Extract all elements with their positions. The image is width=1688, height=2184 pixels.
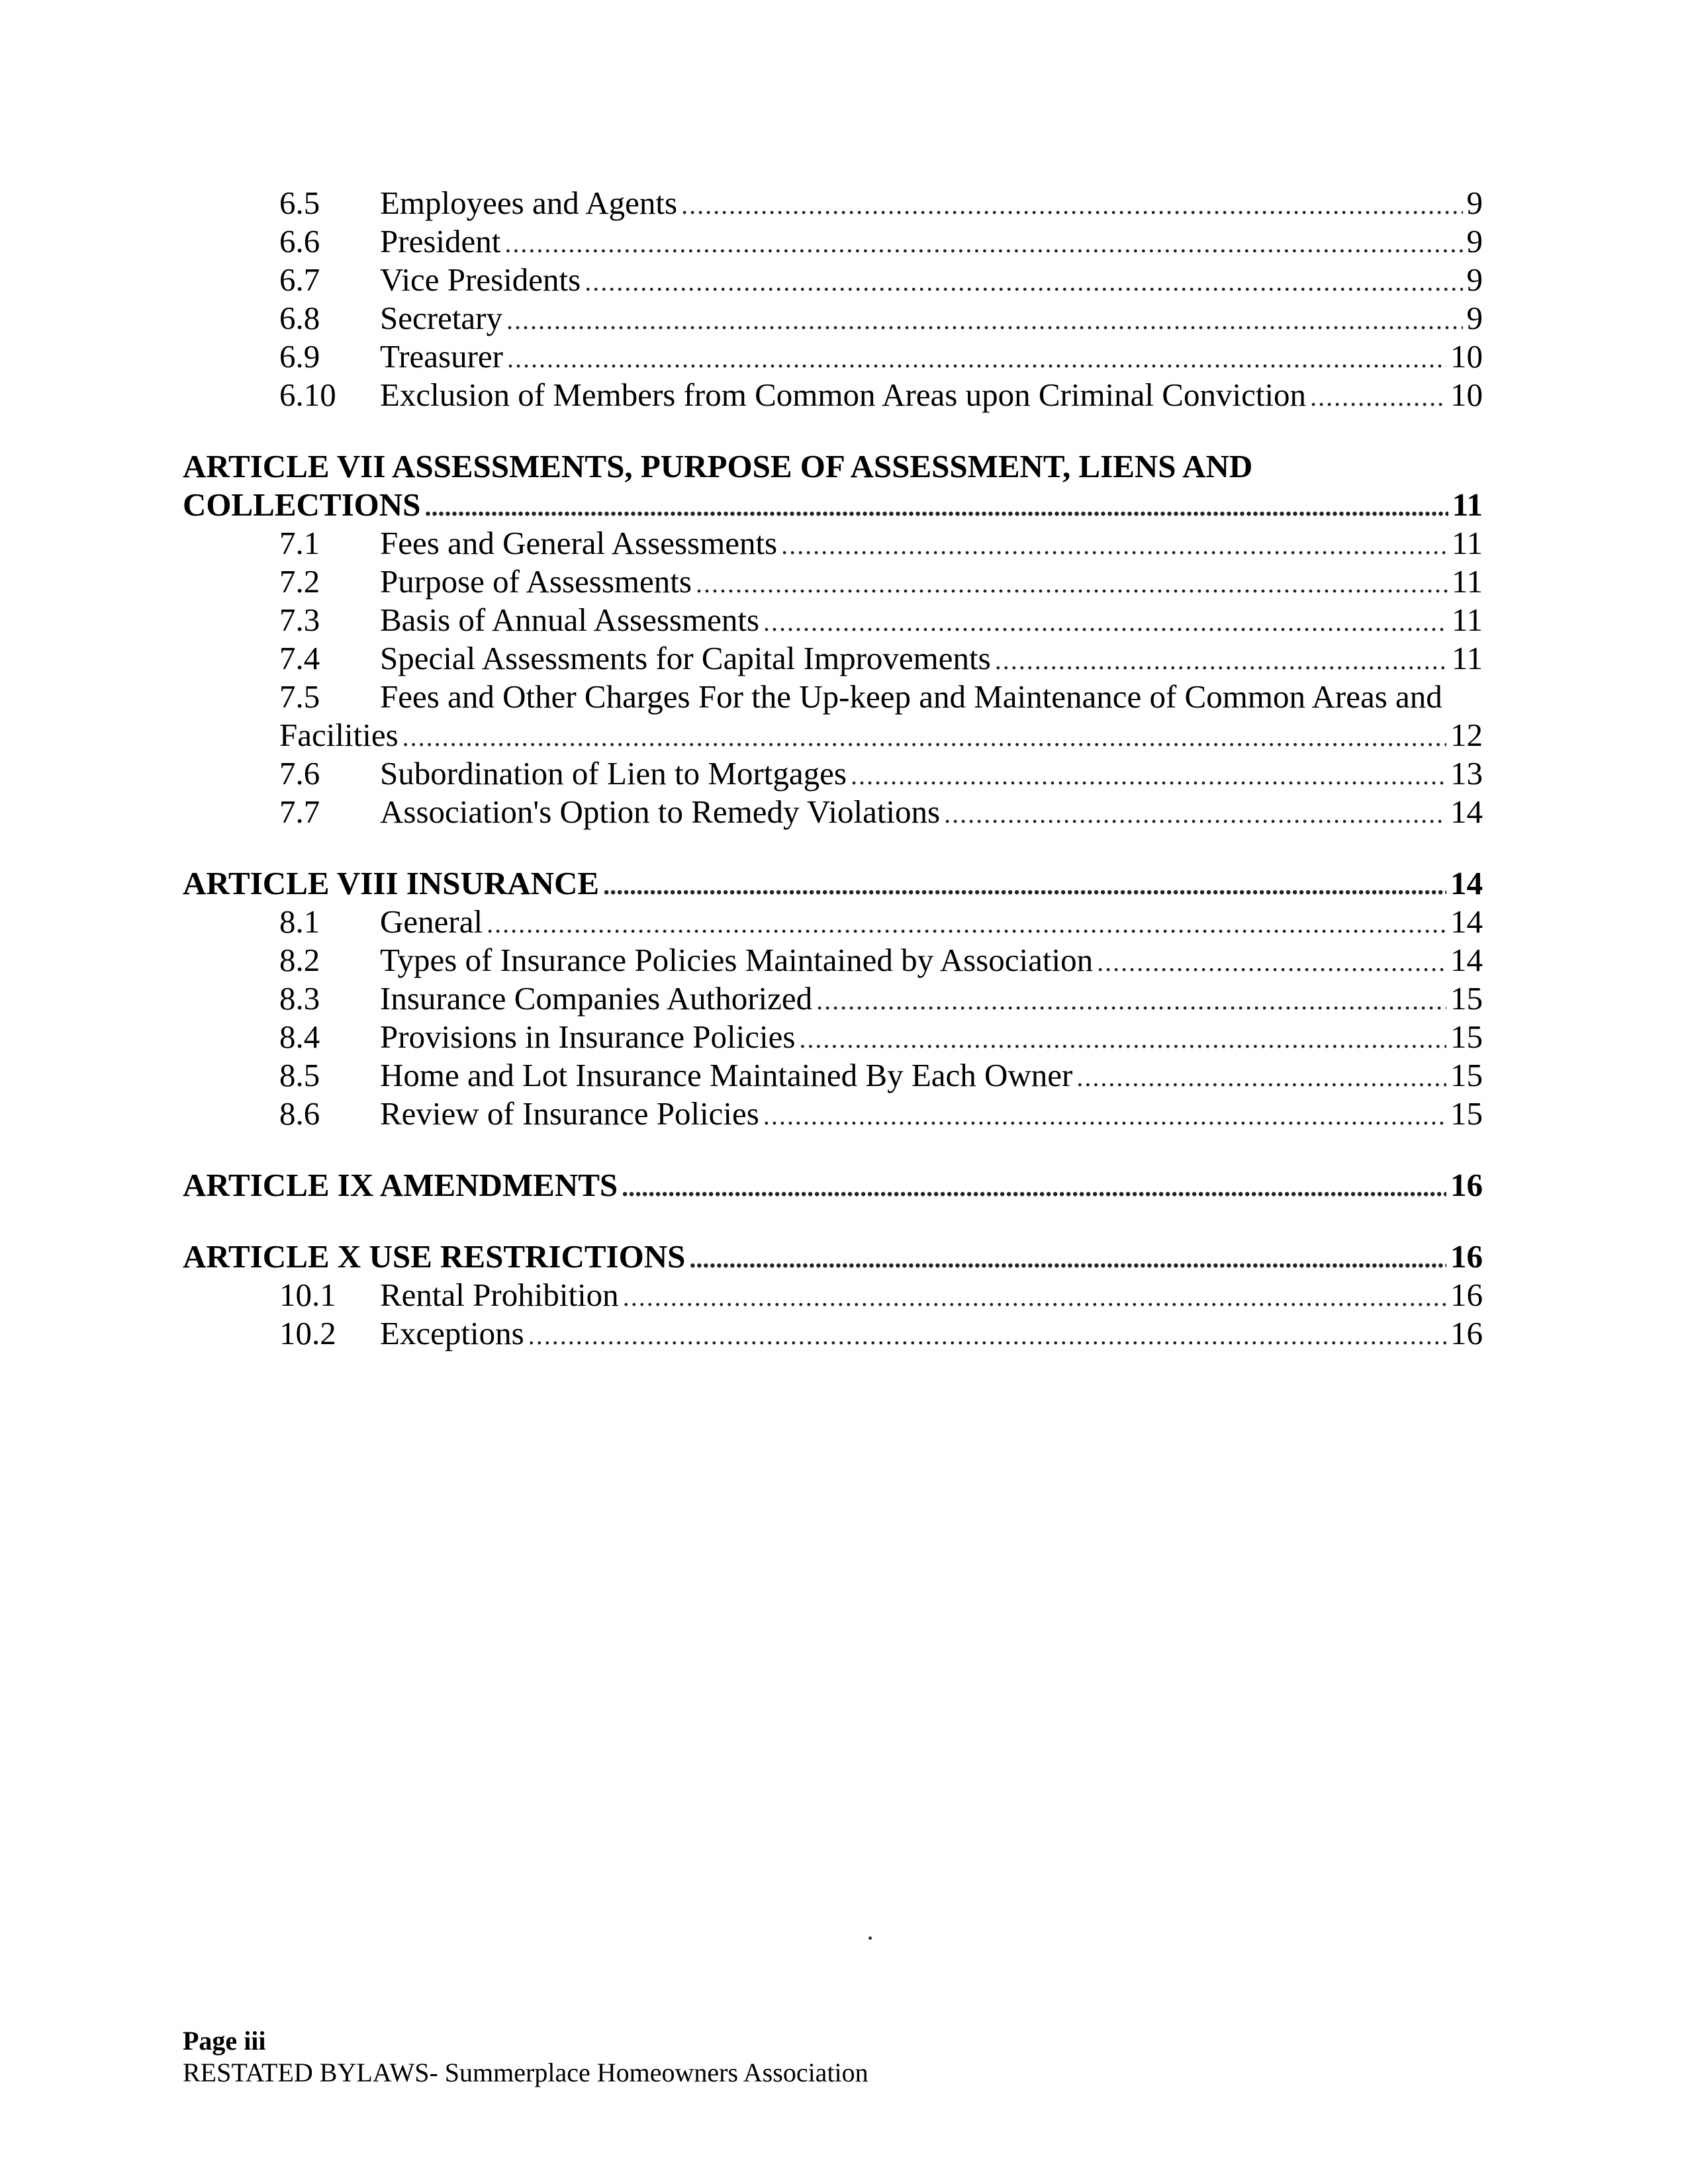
article-title: ARTICLE VIII INSURANCE	[183, 865, 600, 901]
entry-page: 10	[1450, 377, 1483, 413]
entry-page: 15	[1450, 1019, 1483, 1055]
article-title: ARTICLE X USE RESTRICTIONS	[183, 1238, 686, 1275]
entry-page: 9	[1466, 185, 1483, 221]
toc-entry-7-6[interactable]	[183, 754, 1483, 793]
dot-leader	[504, 224, 1462, 263]
toc-entry-6-5[interactable]	[183, 184, 1483, 222]
dot-leader	[696, 565, 1448, 603]
toc-entry-8-1[interactable]	[183, 903, 1483, 941]
entry-title: Review of Insurance Policies	[380, 1095, 759, 1132]
dot-leader	[1310, 378, 1446, 416]
toc-entry-7-3[interactable]	[183, 601, 1483, 639]
entry-page: 14	[1450, 794, 1483, 830]
entry-number: 6.6	[279, 223, 320, 259]
entry-title-continued: Facilities	[279, 717, 399, 753]
toc-entry-6-8[interactable]	[183, 299, 1483, 338]
article-page: 16	[1450, 1238, 1483, 1275]
dot-leader	[585, 263, 1462, 301]
toc-entry-8-4[interactable]	[183, 1018, 1483, 1056]
entry-number: 8.1	[279, 903, 320, 940]
entry-number: 10.2	[279, 1315, 336, 1351]
entry-page: 9	[1466, 300, 1483, 336]
article-7-heading[interactable]	[183, 486, 1483, 524]
entry-page: 11	[1451, 640, 1483, 676]
footer-page-label: Page iii	[183, 2026, 266, 2056]
entry-number: 6.5	[279, 185, 320, 221]
entry-number: 10.1	[279, 1277, 336, 1313]
entry-number: 7.6	[279, 755, 320, 792]
entry-page: 12	[1450, 717, 1483, 753]
entry-number: 7.3	[279, 602, 320, 638]
toc-entry-6-6[interactable]	[183, 222, 1483, 261]
entry-number: 6.7	[279, 261, 320, 298]
entry-title: Special Assessments for Capital Improvements	[380, 640, 991, 676]
entry-title: Insurance Companies Authorized	[380, 980, 813, 1017]
entry-page: 15	[1450, 980, 1483, 1017]
entry-page: 15	[1450, 1095, 1483, 1132]
entry-title: Types of Insurance Policies Maintained by Association	[380, 942, 1094, 978]
entry-number: 7.5	[279, 678, 320, 715]
toc-entry-7-7[interactable]	[183, 793, 1483, 831]
toc-entry-10-2[interactable]	[183, 1314, 1483, 1353]
entry-title: Home and Lot Insurance Maintained By Each Owner	[380, 1057, 1073, 1093]
entry-title: Vice Presidents	[380, 261, 581, 298]
dot-leader	[622, 1168, 1446, 1206]
dot-leader	[763, 603, 1448, 641]
dot-leader	[763, 1097, 1446, 1135]
entry-title: Subordination of Lien to Mortgages	[380, 755, 847, 792]
entry-page: 15	[1450, 1057, 1483, 1093]
article-9-heading[interactable]	[183, 1166, 1483, 1205]
article-page: 14	[1450, 865, 1483, 901]
dot-leader	[487, 905, 1446, 943]
dot-leader	[944, 795, 1446, 833]
toc-entry-8-5[interactable]	[183, 1056, 1483, 1095]
article-8-heading[interactable]	[183, 864, 1483, 903]
toc-entry-6-9[interactable]	[183, 338, 1483, 376]
entry-page: 11	[1451, 563, 1483, 600]
entry-title: Purpose of Assessments	[380, 563, 692, 600]
toc-entry-8-6[interactable]	[183, 1095, 1483, 1133]
dot-leader	[528, 1316, 1446, 1355]
article-7-heading-line1[interactable]: ARTICLE VII ASSESSMENTS, PURPOSE OF ASSESSMENT, LIENS AND	[183, 448, 1253, 484]
entry-title: Exclusion of Members from Common Areas upon Criminal Conviction	[380, 377, 1307, 413]
article-10-heading[interactable]	[183, 1238, 1483, 1276]
toc-entry-7-5-line2[interactable]	[183, 716, 1483, 754]
entry-title: Fees and General Assessments	[380, 525, 778, 561]
entry-title: Treasurer	[380, 338, 503, 375]
page-footer	[183, 2025, 868, 2089]
dot-leader	[1097, 943, 1446, 981]
dot-leader	[603, 866, 1446, 905]
toc-entry-6-7[interactable]	[183, 261, 1483, 299]
entry-title: Association's Option to Remedy Violations	[380, 794, 941, 830]
entry-title: Basis of Annual Assessments	[380, 602, 760, 638]
toc-entry-7-2[interactable]	[183, 563, 1483, 601]
entry-page: 14	[1450, 942, 1483, 978]
scan-speck	[868, 1936, 872, 1940]
dot-leader	[851, 756, 1446, 795]
entry-number: 8.3	[279, 980, 320, 1017]
entry-page: 11	[1451, 602, 1483, 638]
toc-entry-8-2[interactable]	[183, 941, 1483, 979]
toc-entry-7-5-line1[interactable]	[183, 678, 1483, 716]
dot-leader	[507, 340, 1446, 378]
dot-leader	[424, 488, 1448, 526]
dot-leader	[781, 526, 1448, 565]
entry-number: 7.1	[279, 525, 320, 561]
entry-number: 6.9	[279, 338, 320, 375]
dot-leader	[995, 641, 1448, 680]
entry-number: 6.10	[279, 377, 336, 413]
dot-leader	[799, 1020, 1446, 1058]
entry-title: Secretary	[380, 300, 502, 336]
entry-title: Exceptions	[380, 1315, 524, 1351]
entry-number: 7.2	[279, 563, 320, 600]
dot-leader	[1076, 1058, 1446, 1097]
entry-title: Employees and Agents	[380, 185, 678, 221]
toc-entry-8-3[interactable]	[183, 979, 1483, 1018]
entry-page: 9	[1466, 261, 1483, 298]
dot-leader	[623, 1278, 1446, 1316]
table-of-contents	[183, 184, 1483, 1353]
entry-page: 11	[1451, 525, 1483, 561]
entry-page: 13	[1450, 755, 1483, 792]
entry-number: 8.6	[279, 1095, 320, 1132]
article-title: COLLECTIONS	[183, 486, 421, 523]
entry-title: Rental Prohibition	[380, 1277, 619, 1313]
entry-title: Fees and Other Charges For the Up-keep and Maintenance of Common Areas and	[380, 678, 1442, 715]
entry-title: President	[380, 223, 501, 259]
dot-leader	[506, 301, 1463, 340]
entry-page: 16	[1450, 1315, 1483, 1351]
footer-document-title: RESTATED BYLAWS- Summerplace Homeowners Association	[183, 2058, 868, 2087]
entry-number: 8.5	[279, 1057, 320, 1093]
entry-page: 10	[1450, 338, 1483, 375]
entry-number: 6.8	[279, 300, 320, 336]
dot-leader	[689, 1240, 1446, 1278]
entry-page: 14	[1450, 903, 1483, 940]
entry-page: 16	[1450, 1277, 1483, 1313]
toc-entry-7-1[interactable]	[183, 524, 1483, 563]
entry-number: 8.4	[279, 1019, 320, 1055]
toc-entry-10-1[interactable]	[183, 1276, 1483, 1314]
entry-number: 8.2	[279, 942, 320, 978]
entry-number: 7.4	[279, 640, 320, 676]
article-page: 16	[1450, 1167, 1483, 1203]
toc-entry-6-10[interactable]	[183, 376, 1483, 414]
entry-number: 7.7	[279, 794, 320, 830]
entry-title: Provisions in Insurance Policies	[380, 1019, 796, 1055]
entry-title: General	[380, 903, 483, 940]
dot-leader	[402, 718, 1446, 756]
toc-entry-7-4[interactable]	[183, 639, 1483, 678]
article-page: 11	[1452, 486, 1483, 523]
article-title: ARTICLE IX AMENDMENTS	[183, 1167, 618, 1203]
dot-leader	[681, 186, 1462, 224]
entry-page: 9	[1466, 223, 1483, 259]
dot-leader	[816, 981, 1446, 1020]
